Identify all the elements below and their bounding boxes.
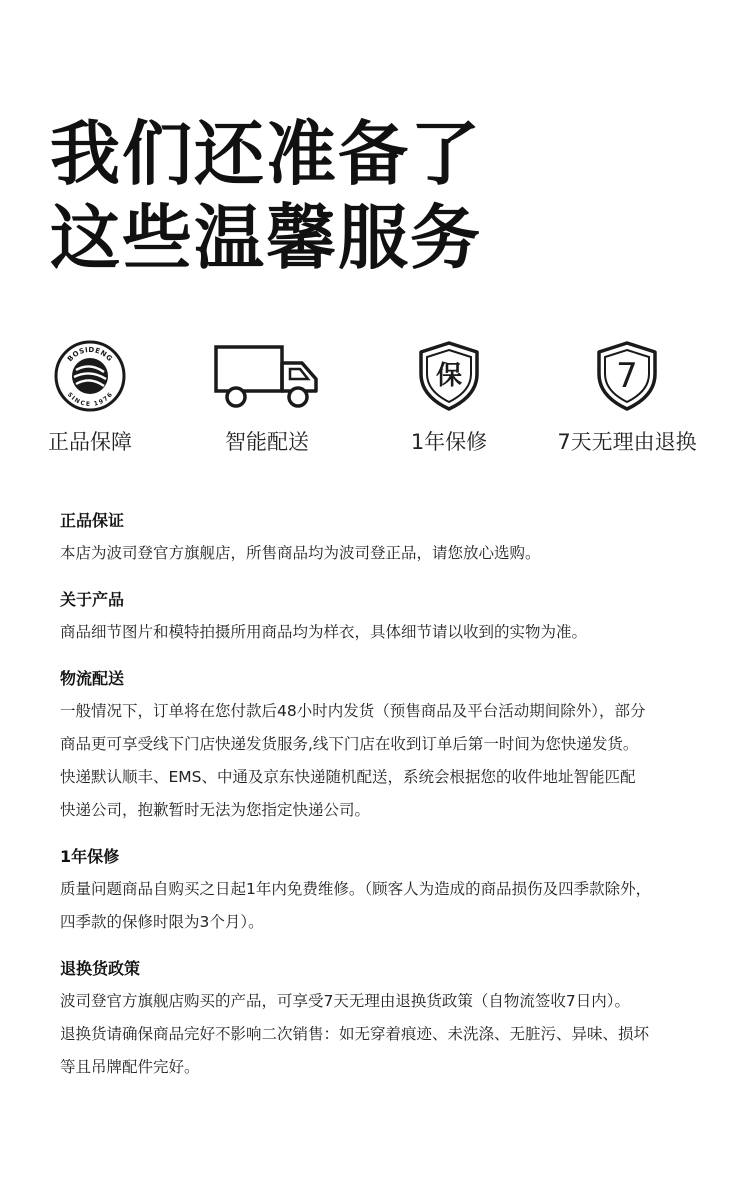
section-line: 商品细节图片和模特拍摄所用商品均为样衣，具体细节请以收到的实物为准。: [60, 623, 588, 641]
section-line: 波司登官方旗舰店购买的产品，可享受7天无理由退换货政策（自物流签收7日内）。: [60, 992, 630, 1010]
section-line: 快递默认顺丰、EMS、中通及京东快递随机配送，系统会根据您的收件地址智能匹配: [60, 768, 636, 786]
service-return-label: 7天无理由退换: [557, 430, 697, 454]
section-body: [60, 537, 720, 570]
service-icons-row: [0, 340, 750, 460]
section-line: 一般情况下，订单将在您付款后48小时内发货（预售商品及平台活动期间除外），部分: [60, 702, 646, 720]
service-warranty: [359, 340, 539, 456]
service-delivery-label: 智能配送: [225, 430, 309, 454]
delivery-truck-icon: [177, 340, 357, 412]
section-title: 物流配送: [60, 669, 125, 688]
policy-return: [60, 953, 720, 1084]
warranty-glyph: 保: [435, 361, 463, 391]
section-line: 四季款的保修时限为3个月）。: [60, 913, 264, 931]
section-line: 商品更可享受线下门店快递发货服务,线下门店在收到订单后第一时间为您快递发货。: [60, 735, 639, 753]
shield-return-icon: [537, 340, 717, 412]
section-title: 关于产品: [60, 590, 125, 609]
policy-product: [60, 584, 720, 649]
service-genuine: [0, 340, 180, 456]
section-body: [60, 616, 720, 649]
section-line: 快递公司，抱歉暂时无法为您指定快递公司。: [60, 801, 371, 819]
bosideng-logo-icon: [0, 340, 180, 412]
headline-line-1: 我们还准备了: [50, 113, 482, 195]
return-glyph: 7: [616, 356, 638, 396]
service-warranty-label: 1年保修: [410, 430, 488, 454]
policy-genuine: [60, 505, 720, 570]
section-line: 等且吊牌配件完好。: [60, 1058, 200, 1076]
section-line: 退换货请确保商品完好不影响二次销售：如无穿着痕迹、未洗涤、无脏污、异味、损坏: [60, 1025, 650, 1043]
policy-warranty: [60, 841, 720, 939]
policy-logistics: [60, 663, 720, 827]
service-return: [537, 340, 717, 456]
logo-text-bottom: SINCE 1976: [65, 391, 115, 409]
shield-warranty-icon: [359, 340, 539, 412]
section-body: [60, 873, 720, 939]
page-headline: [50, 112, 482, 280]
section-body: [60, 985, 720, 1084]
section-title: 1年保修: [60, 847, 120, 866]
section-line: 本店为波司登官方旗舰店，所售商品均为波司登正品，请您放心选购。: [60, 544, 541, 562]
policy-list: [60, 505, 720, 1098]
section-title: 退换货政策: [60, 959, 141, 978]
section-title: 正品保证: [60, 511, 125, 530]
service-delivery: [177, 340, 357, 456]
headline-line-2: 这些温馨服务: [50, 197, 482, 279]
section-body: [60, 695, 720, 827]
logo-text-top: BOSIDENG: [65, 345, 115, 364]
section-line: 质量问题商品自购买之日起1年内免费维修。（顾客人为造成的商品损伤及四季款除外，: [60, 880, 652, 898]
service-genuine-label: 正品保障: [48, 430, 132, 454]
